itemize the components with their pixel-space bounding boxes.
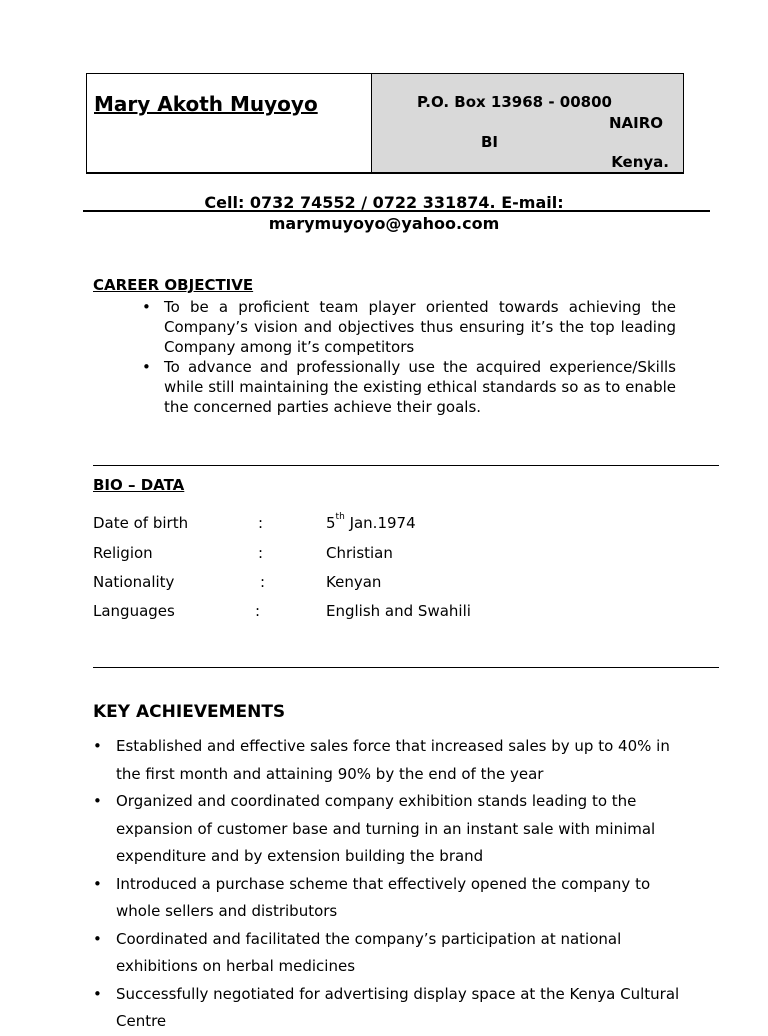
address-line-4: Kenya. bbox=[611, 153, 669, 171]
bio-value: 5th Jan.1974 bbox=[326, 512, 416, 532]
section-divider bbox=[93, 667, 719, 668]
bio-value: English and Swahili bbox=[326, 602, 471, 620]
bio-separator: : bbox=[258, 544, 264, 562]
header-table bbox=[86, 73, 684, 173]
bio-value: Kenyan bbox=[326, 573, 382, 591]
section-divider bbox=[93, 465, 719, 466]
list-item: • Successfully negotiated for advertising display space at the Kenya Cultural Centre bbox=[93, 981, 693, 1036]
career-objective-heading: CAREER OBJECTIVE bbox=[93, 276, 254, 294]
address-line-2: NAIRO bbox=[608, 114, 663, 132]
list-item: • To be a proficient team player oriented towards achieving the Company’s vision and objectives thus ensuring it’s the top leading Company among it’s competitors bbox=[140, 297, 676, 357]
bio-row-religion bbox=[93, 544, 593, 566]
bio-label: Languages bbox=[93, 602, 175, 620]
contact-email: marymuyoyo@yahoo.com bbox=[268, 214, 500, 233]
career-objective-list bbox=[140, 297, 676, 417]
address-line-1: P.O. Box 13968 - 00800 bbox=[417, 93, 612, 111]
name-cell bbox=[87, 74, 372, 172]
key-achievements-heading: KEY ACHIEVEMENTS bbox=[93, 702, 286, 722]
header-bottom-border bbox=[86, 172, 684, 174]
bio-separator: : bbox=[258, 514, 264, 532]
contact-phone-line: Cell: 0732 74552 / 0722 331874. E-mail: bbox=[204, 193, 564, 212]
bio-separator: : bbox=[255, 602, 261, 620]
address-cell bbox=[372, 74, 683, 172]
bio-label: Religion bbox=[93, 544, 153, 562]
key-achievements-list bbox=[93, 733, 693, 1036]
bio-label: Date of birth bbox=[93, 514, 189, 532]
bio-value: Christian bbox=[326, 544, 393, 562]
list-item: • Established and effective sales force that increased sales by up to 40% in the first month and attaining 90% by the end of the year bbox=[93, 733, 693, 788]
list-item: • Organized and coordinated company exhibition stands leading to the expansion of customer base and turning in an instant sale with minimal expenditure and by extension building the brand bbox=[93, 788, 693, 871]
list-item: • To advance and professionally use the acquired experience/Skills while still maintaining the existing ethical standards so as to enable the concerned parties achieve their goals. bbox=[140, 357, 676, 417]
list-item: • Coordinated and facilitated the company’s participation at national exhibitions on herbal medicines bbox=[93, 926, 693, 981]
bio-separator: : bbox=[260, 573, 266, 591]
bio-data-heading: BIO – DATA bbox=[93, 476, 185, 494]
candidate-name: Mary Akoth Muyoyo bbox=[94, 92, 318, 116]
bio-row-languages bbox=[93, 602, 593, 624]
bio-row-dob bbox=[93, 514, 593, 536]
bio-row-nationality bbox=[93, 573, 593, 595]
address-line-3: BI bbox=[481, 133, 499, 151]
bio-label: Nationality bbox=[93, 573, 175, 591]
list-item: • Introduced a purchase scheme that effectively opened the company to whole sellers and distributors bbox=[93, 871, 693, 926]
